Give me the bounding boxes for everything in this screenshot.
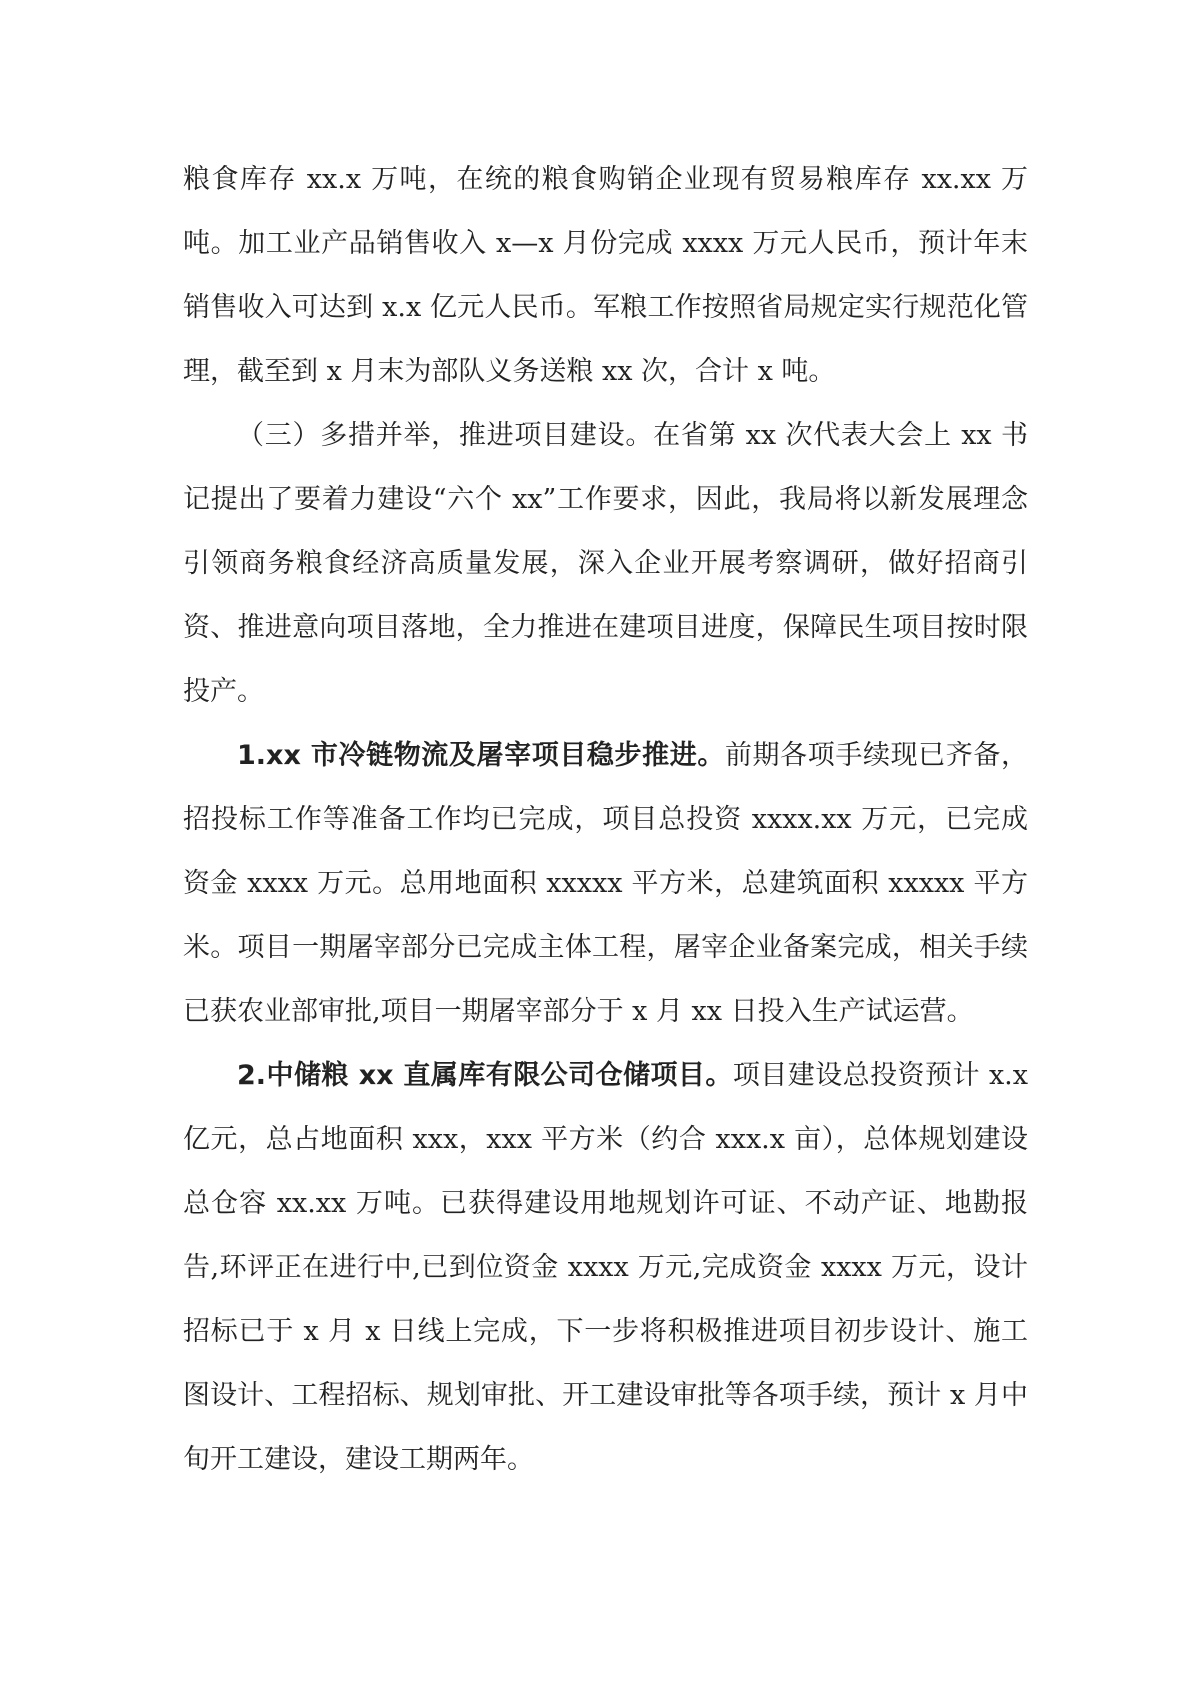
document-body xyxy=(183,148,1028,1492)
paragraph-grain-stock: 粮食库存 xx.x 万吨，在统的粮食购销企业现有贸易粮库存 xx.xx 万吨。加工业产品销售收入 x—x 月份完成 xxxx 万元人民币，预计年末销售收入可达到 x.x 亿元人民币。军粮工作按照省局规定实行规范化管理，截至到 x 月末为部队义务送粮 xx 次，合计 x 吨。 xyxy=(183,164,1028,387)
cold-chain-body: 前期各项手续现已齐备，招投标工作等准备工作均已完成，项目总投资 xxxx.xx 万元，已完成资金 xxxx 万元。总用地面积 xxxxx 平方米，总建筑面积 xxxxx 平方米。项目一期屠宰部分已完成主体工程，屠宰企业备案完成，相关手续已获农业部审批,项目一期屠宰部分于 x 月 xx 日投入生产试运营。 xyxy=(183,740,1028,1027)
storage-body: 项目建设总投资预计 x.x 亿元，总占地面积 xxx，xxx 平方米（约合 xxx.x 亩），总体规划建设总仓容 xx.xx 万吨。已获得建设用地规划许可证、不动产证、地勘报告,环评正在进行中,已到位资金 xxxx 万元,完成资金 xxxx 万元，设计招标已于 x 月 x 日线上完成，下一步将积极推进项目初步设计、施工图设计、工程招标、规划审批、开工建设审批等各项手续，预计 x 月中旬开工建设，建设工期两年。 xyxy=(183,1060,1028,1475)
paragraph-project-construction: （三）多措并举，推进项目建设。在省第 xx 次代表大会上 xx 书记提出了要着力建设“六个 xx”工作要求，因此，我局将以新发展理念引领商务粮食经济高质量发展，深入企业开展考察调研，做好招商引资、推进意向项目落地，全力推进在建项目进度，保障民生项目按时限投产。 xyxy=(183,420,1028,707)
storage-heading: 2.中储粮 xx 直属库有限公司仓储项目。 xyxy=(237,1060,733,1091)
cold-chain-heading: 1.xx 市冷链物流及屠宰项目稳步推进。 xyxy=(237,740,725,771)
paragraph-storage-project xyxy=(183,1044,1028,1492)
paragraph-cold-chain-project xyxy=(183,724,1028,1044)
